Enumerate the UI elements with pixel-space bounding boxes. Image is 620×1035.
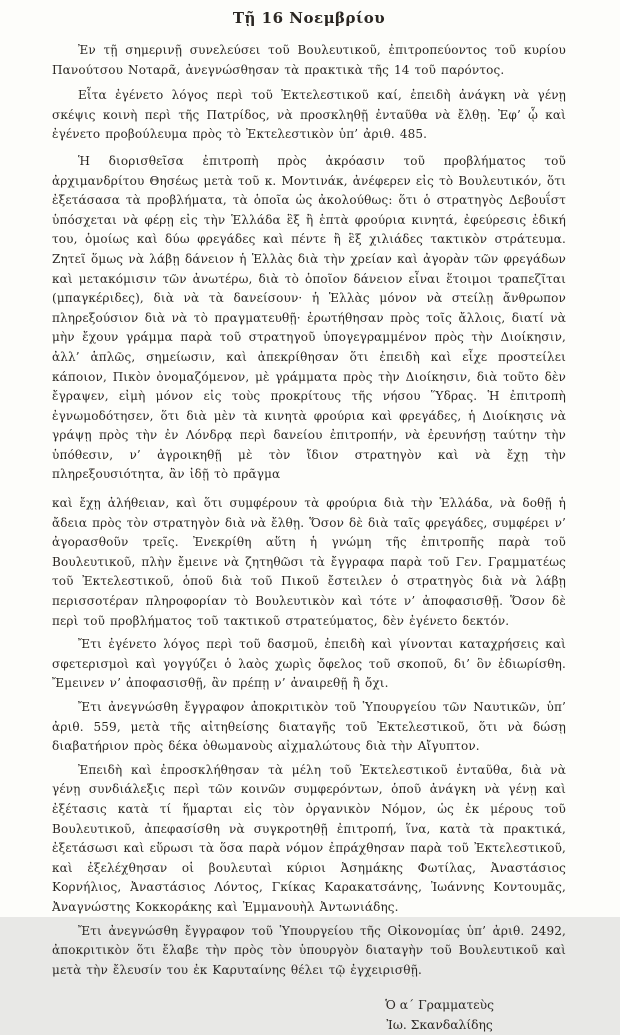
paragraph-session-opening: Ἐν τῇ σημερινῇ συνελεύσει τοῦ Βουλευτικοῦ, ἐπιτροπεύοντος τοῦ κυρίου Πανούτσου Νοταρᾶ, ἀνεγνώσθησαν τὰ πρακτικὰ τῆς 14 τοῦ παρόντος. (52, 43, 566, 77)
date-heading: Τῇ 16 Νοεμβρίου (232, 9, 386, 27)
paragraph-tax-discussion: Ἔτι ἐγένετο λόγος περὶ τοῦ δασμοῦ, ἐπειδὴ καὶ γίνονται καταχρήσεις καὶ σφετερισμοὶ καὶ γογγύζει ὁ λαὸς χωρὶς ὄφελος τοῦ σκοποῦ, δι’ ὃν ἐδιωρίσθη. Ἔμεινεν ν’ ἀποφασισθῇ, ἂν πρέπῃ ν’ ἀναιρεθῇ ἢ ὄχι. (52, 637, 566, 691)
paragraph-committee-election: Ἐπειδὴ καὶ ἐπροσκλήθησαν τὰ μέλη τοῦ Ἐκτελεστικοῦ ἐνταῦθα, διὰ νὰ γένῃ συνδιάλεξις περὶ τῶν κοινῶν συμφερόντων, ὁποῦ ἀνάγκη νὰ γένῃ καὶ ἐξέτασις κατὰ τί ἥμαρται εἰς τὸν ὀργανικὸν Νόμον, ὡς ἐκ μέρους τοῦ Βουλευτικοῦ, ἀπεφασίσθη νὰ συγκροτηθῇ ἐπιτροπή, ἵνα, κατὰ τὰ πρακτικά, ἐξετάσωσι καὶ εὕρωσι τὰ ὅσα παρὰ νόμον ἐπράχθησαν παρὰ τοῦ Ἐκτελεστικοῦ, καὶ ἐξελέχθησαν οἱ βουλευταὶ κύριοι Ἀσημάκης Φωτίλας, Ἀναστάσιος Κορνήλιος, Ἀναστάσιος Λόντος, Γκίκας Καρακατσάνης, Ἰωάννης Κοντουμᾶς, Ἀναγνώστης Κοκκοράκης καὶ Ἐμμανουὴλ Ἀντωνιάδης. (52, 762, 566, 914)
paragraph-committee-report: Ἡ διορισθεῖσα ἐπιτροπὴ πρὸς ἀκρόασιν τοῦ προβλήματος τοῦ ἀρχιμανδρίτου Θησέως μετὰ τοῦ κ. Μοντινάκ, ἀνέφερεν εἰς τὸ Βουλευτικόν, ὅτι ἐξετάσασα τὰ προβλήματα, τὰ ὁποῖα ὡς ἀκολούθως: ὅτι ὁ στρατηγὸς Δεβουΐστ ὑπόσχεται νὰ φέρῃ εἰς τὴν Ἑλλάδα ἓξ ἢ ἑπτὰ φρούρια κινητά, ἐφεύρεσις ἐδική του, ὁμοίως καὶ δύω φρεγάδες καὶ πέντε ἢ ἓξ χιλιάδες τακτικὸν στράτευμα. Ζητεῖ ὅμως νὰ λάβῃ δάνειον ἡ Ἑλλὰς διὰ τὴν χρείαν καὶ ἀγορὰν τῶν φρεγάδων καὶ μετακόμισιν τῶν ἀνωτέρω, διὰ τὸ ὁποῖον δάνειον εἶναι ἕτοιμοι τραπεζῖται (μπαγκέριδες), διὰ νὰ τὰ δανείσουν· ἡ Ἑλλὰς μόνον νὰ στείλῃ ἄνθρωπον πληρεξούσιον διὰ νὰ τὸ πραγματευθῇ· ἐρωτήθησαν πρὸς τοῖς ἄλλοις, διατί νὰ μὴν ἔχουν γράμμα παρὰ τοῦ στρατηγοῦ ὑπογεγραμμένον πρὸς τὴν Διοίκησιν, ἀλλ’ ἁπλῶς, σημείωσιν, καὶ ἀπεκρίθησαν ὅτι ἐπειδὴ καὶ εἶχε προστείλει κάποιον, Πικὸν ὀνομαζόμενον, μὲ γράμματα πρὸς τὴν Διοίκησιν, διὰ τοῦτο δὲν ἔγραψεν, εἰμὴ μόνον εἰς τοὺς προκρίτους τῆς νήσου Ὕδρας. Ἡ ἐπιτροπὴ ἐγνωμοδότησεν, ὅτι διὰ μὲν τὰ κινητὰ φρούρια καὶ φρεγάδες, ἡ Διοίκησις νὰ γράψῃ πρὸς τὴν ἐν Λόνδρᾳ περὶ δανείου ἐπιτροπήν, νὰ ἐρευνήσῃ ταύτην τὴν ὑπόθεσιν, ν’ ἀγροικηθῇ μὲ τὸν ἴδιον στρατηγὸν καὶ νὰ ἔχῃ τὴν πληρεξουσιότητα, ἂν ἰδῇ τὸ πρᾶγμα (52, 153, 566, 482)
signature-block (385, 995, 494, 1035)
paragraph-executive-invitation: Εἶτα ἐγένετο λόγος περὶ τοῦ Ἐκτελεστικοῦ καί, ἐπειδὴ ἀνάγκη νὰ γένῃ σκέψις κοινὴ περὶ τῆς Πατρίδος, νὰ προσκληθῇ ἐνταῦθα νὰ ἔλθῃ. Ἐφ’ ᾧ καὶ ἐγένετο προβούλευμα πρὸς τὸ Ἐκτελεστικὸν ὑπ’ ἀριθ. 485. (52, 88, 566, 142)
paragraph-navy-ministry-document: Ἔτι ἀνεγνώσθη ἔγγραφον ἀποκριτικὸν τοῦ Ὑπουργείου τῶν Ναυτικῶν, ὑπ’ ἀριθ. 559, μετὰ τῆς αἰτηθείσης διαταγῆς τοῦ Ἐκτελεστικοῦ, ὅτι νὰ δώσῃ διαβατήριον πρὸς δέκα ὀθωμανοὺς αἰχμαλώτους διὰ τὴν Αἴγυπτον. (52, 700, 566, 754)
paragraph-committee-report-continuation: καὶ ἔχῃ ἀλήθειαν, καὶ ὅτι συμφέρουν τὰ φρούρια διὰ τὴν Ἑλλάδα, νὰ δοθῇ ἡ ἄδεια πρὸς τὸν στρατηγὸν διὰ νὰ ἔλθῃ. Ὅσον δὲ διὰ ταῖς φρεγάδες, συμφέρει ν’ ἀγορασθοῦν τρεῖς. Ἐνεκρίθη αὕτη ἡ γνώμη τῆς ἐπιτροπῆς παρὰ τοῦ Βουλευτικοῦ, πλὴν ἔμεινε νὰ ζητηθῶσι τὰ ἔγγραφα παρὰ τοῦ Γεν. Γραμματέως τοῦ Ἐκτελεστικοῦ, ὁποῦ διὰ τοῦ Πικοῦ ἔστειλεν ὁ στρατηγὸς διὰ νὰ λάβῃ περισσοτέραν πληροφορίαν τὸ Βουλευτικὸν καὶ τότε ν’ ἀποφασισθῇ. Ὅσον δὲ περὶ τοῦ προβλήματος τοῦ τακτικοῦ στρατεύματος, δὲν ἐγένετο δεκτόν. (52, 496, 566, 628)
signature-name: Ἰω. Σκανδαλίδης (386, 1018, 493, 1033)
signature-role: Ὁ α΄ Γραμματεὺς (385, 998, 494, 1013)
paragraph-economy-ministry-document: Ἔτι ἀνεγνώσθη ἔγγραφον τοῦ Ὑπουργείου τῆς Οἰκονομίας ὑπ’ ἀριθ. 2492, ἀποκριτικὸν ὅτι ἔλαβε τὴν πρὸς τὸν ὑπουργὸν διαταγὴν τοῦ Βουλευτικοῦ καὶ μετὰ τὴν ἔλευσίν του ἐκ Καρυταίνης θέλει τῷ ἐγχειρισθῇ. (52, 923, 566, 977)
